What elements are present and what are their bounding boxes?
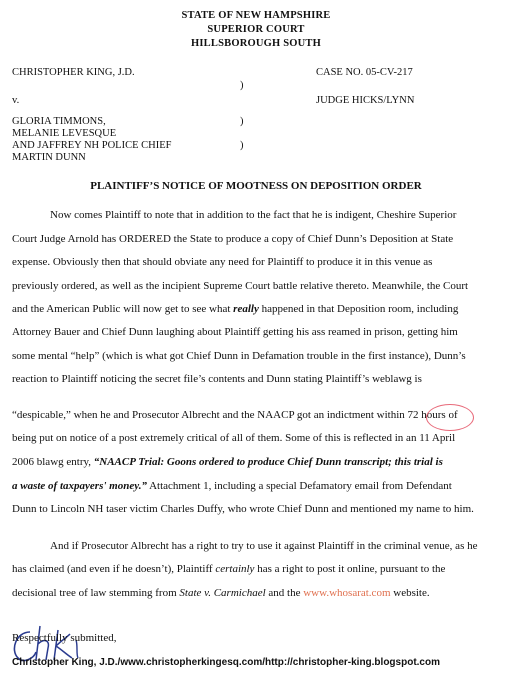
case-citation: State v. Carmichael: [179, 587, 266, 599]
body-text: Attachment 1, including a special Defamatory email from Defendant: [146, 480, 452, 492]
body-text: decisional tree of law stemming from: [12, 587, 180, 599]
body-line: [12, 587, 430, 599]
body-line: Dunn to Lincoln NH taser victim Charles Duffy, who wrote Chief Dunn and mentioned my name to him.: [12, 503, 474, 515]
body-text: happened in that Deposition room, including: [258, 303, 459, 315]
plaintiff-name: CHRISTOPHER KING, J.D.: [12, 67, 135, 78]
caption-paren: ): [240, 140, 244, 151]
body-text: and the American Public will now get to see what: [12, 303, 234, 315]
body-line: previously ordered, as well as the incipient Supreme Court battle relative thereto. Meanwhile, the Court: [12, 280, 469, 292]
emphasis-text: certainly: [215, 563, 255, 575]
emphasis-text: really: [233, 303, 259, 315]
handwritten-circle-annotation: [426, 404, 474, 431]
defendant-line: GLORIA TIMMONS,: [12, 116, 106, 127]
defendant-line: AND JAFFREY NH POLICE CHIEF: [12, 140, 172, 151]
caption-paren: ): [240, 80, 244, 91]
body-text: and the: [265, 587, 304, 599]
signature-block-footer: Christopher King, J.D./www.christopherkingesq.com/http://christopher-king.blogspot.com: [12, 657, 440, 668]
body-line: And if Prosecutor Albrecht has a right to try to use it against Plaintiff in the criminal venue, as he: [50, 540, 478, 552]
body-text: website.: [390, 587, 430, 599]
body-text: 2006 blawg entry,: [12, 456, 94, 468]
body-line: “despicable,” when he and Prosecutor Albrecht and the NAACP got an indictment within 72 hours of: [12, 409, 458, 421]
body-line: [12, 303, 458, 315]
body-line: expense. Obviously then that should obviate any need for Plaintiff to produce it in this venue as: [12, 256, 433, 268]
body-line: Now comes Plaintiff to note that in addition to the fact that he is indigent, Cheshire Superior: [50, 209, 457, 221]
judge-name: JUDGE HICKS/LYNN: [316, 95, 415, 106]
body-text: has claimed (and even if he doesn’t), Plaintiff: [12, 563, 216, 575]
document-title: PLAINTIFF’S NOTICE OF MOOTNESS ON DEPOSITION ORDER: [90, 180, 422, 192]
case-number: CASE NO. 05-CV-217: [316, 67, 413, 78]
closing-text: Respectfully submitted,: [12, 632, 117, 644]
defendant-line: MELANIE LEVESQUE: [12, 128, 117, 139]
body-line: some mental “help” (which is what got Chief Dunn in Defamation trouble in the first instance), Dunn’s: [12, 350, 466, 362]
caption-paren: ): [240, 116, 244, 127]
blog-entry-title: “NAACP Trial: Goons ordered to produce Chief Dunn transcript; this trial is: [93, 456, 443, 468]
versus: v.: [12, 95, 20, 106]
court-name: SUPERIOR COURT: [207, 24, 305, 35]
court-district: HILLSBOROUGH SOUTH: [191, 38, 321, 49]
body-line: being put on notice of a post extremely critical of all of them. Some of this is reflected in an 11 April: [12, 432, 456, 444]
website-link[interactable]: www.whosarat.com: [303, 587, 391, 599]
body-line: [12, 456, 443, 468]
body-line: reaction to Plaintiff noticing the secret file’s contents and Dunn stating Plaintiff’s weblawg is: [12, 373, 422, 385]
body-line: [12, 563, 445, 575]
court-state: STATE OF NEW HAMPSHIRE: [181, 10, 331, 21]
body-line: Attorney Bauer and Chief Dunn laughing about Plaintiff getting his ass reamed in prison, getting him: [12, 326, 458, 338]
body-line: [12, 480, 452, 492]
body-line: Court Judge Arnold has ORDERED the State to produce a copy of Chief Dunn’s Deposition at State: [12, 233, 454, 245]
body-text: has a right to post it online, pursuant to the: [254, 563, 446, 575]
blog-entry-title: a waste of taxpayers' money.”: [12, 480, 147, 492]
defendant-line: MARTIN DUNN: [12, 152, 86, 163]
